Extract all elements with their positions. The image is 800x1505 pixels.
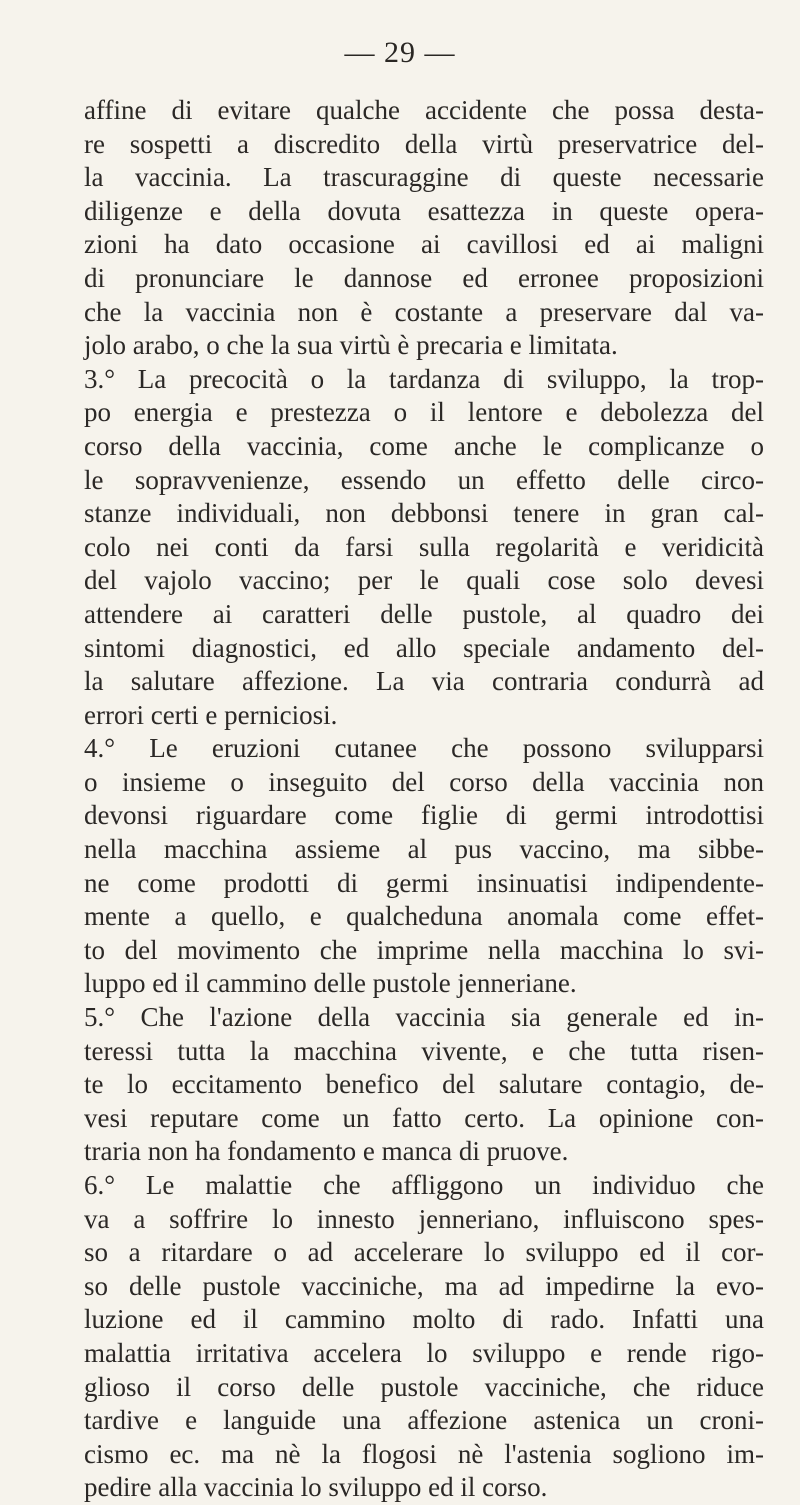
text-line: stanze individuali, non debbonsi tenere in gran cal- bbox=[84, 498, 764, 529]
text-line: luzione ed il cammino molto di rado. Infatti una bbox=[84, 1304, 764, 1335]
text-line: di pronunciare le dannose ed erronee proposizioni bbox=[84, 262, 764, 293]
text-line: so a ritardare o ad accelerare lo sviluppo ed il cor- bbox=[84, 1237, 764, 1268]
text-line: nella macchina assieme al pus vaccino, ma sibbe- bbox=[84, 834, 764, 865]
text-line: devonsi riguardare come figlie di germi introdottisi bbox=[84, 800, 764, 831]
text-line: traria non ha fondamento e manca di pruove. bbox=[84, 1136, 569, 1167]
text-line: cismo ec. ma nè la flogosi nè l'astenia sogliono im- bbox=[84, 1438, 764, 1469]
text-line: la salutare affezione. La via contraria condurrà ad bbox=[84, 666, 764, 697]
body-text bbox=[84, 94, 764, 1505]
text-line: corso della vaccinia, come anche le complicanze o bbox=[84, 430, 764, 461]
text-line: del vajolo vaccino; per le quali cose solo devesi bbox=[84, 565, 764, 596]
text-line: va a soffrire lo innesto jenneriano, influiscono spes- bbox=[84, 1203, 764, 1234]
text-line: po energia e prestezza o il lentore e debolezza del bbox=[84, 397, 764, 428]
text-line: errori certi e perniciosi. bbox=[84, 699, 338, 730]
text-line: mente a quello, e qualcheduna anomala come effet- bbox=[84, 901, 764, 932]
text-line: re sospetti a discredito della virtù preservatrice del- bbox=[84, 128, 764, 159]
page-number: — 29 — bbox=[344, 36, 456, 69]
text-line: glioso il corso delle pustole vacciniche, che riduce bbox=[84, 1371, 764, 1402]
text-line: 4.° Le eruzioni cutanee che possono svilupparsi bbox=[84, 733, 764, 764]
text-line: affine di evitare qualche accidente che possa desta- bbox=[84, 95, 764, 125]
text-line: luppo ed il cammino delle pustole jenneriane. bbox=[84, 968, 577, 999]
text-line: attendere ai caratteri delle pustole, al quadro dei bbox=[84, 598, 764, 629]
text-line: sintomi diagnostici, ed allo speciale andamento del- bbox=[84, 632, 764, 663]
text-line: diligenze e della dovuta esattezza in queste opera- bbox=[84, 195, 764, 226]
text-line: o insieme o inseguito del corso della vaccinia non bbox=[84, 766, 764, 797]
text-line: che la vaccinia non è costante a preservare dal va- bbox=[84, 296, 764, 327]
text-line: colo nei conti da farsi sulla regolarità e veridicità bbox=[84, 531, 764, 562]
text-line: vesi reputare come un fatto certo. La opinione con- bbox=[84, 1102, 764, 1133]
text-line: 6.° Le malattie che affliggono un individuo che bbox=[84, 1170, 764, 1200]
text-line: to del movimento che imprime nella macchina lo svi- bbox=[84, 934, 764, 965]
text-line: teressi tutta la macchina vivente, e che tutta risen- bbox=[84, 1035, 764, 1066]
text-line: te lo eccitamento benefico del salutare contagio, de- bbox=[84, 1069, 764, 1100]
text-line: la vaccinia. La trascuraggine di queste necessarie bbox=[84, 162, 764, 193]
text-line: tardive e languide una affezione astenica un croni- bbox=[84, 1405, 764, 1436]
text-line: 3.° La precocità o la tardanza di sviluppo, la trop- bbox=[84, 363, 764, 394]
text-line: le sopravvenienze, essendo un effetto delle circo- bbox=[84, 464, 764, 495]
text-line: malattia irritativa accelera lo sviluppo e rende rigo- bbox=[84, 1337, 764, 1368]
text-line: pedire alla vaccinia lo sviluppo ed il corso. bbox=[84, 1472, 548, 1503]
text-line: ne come prodotti di germi insinuatisi indipendente- bbox=[84, 867, 764, 898]
text-line: zioni ha dato occasione ai cavillosi ed ai maligni bbox=[84, 229, 764, 260]
text-line: 5.° Che l'azione della vaccinia sia generale ed in- bbox=[84, 1002, 764, 1033]
text-line: jolo arabo, o che la sua virtù è precaria e limitata. bbox=[84, 330, 618, 361]
text-line: so delle pustole vacciniche, ma ad impedirne la evo- bbox=[84, 1270, 764, 1301]
